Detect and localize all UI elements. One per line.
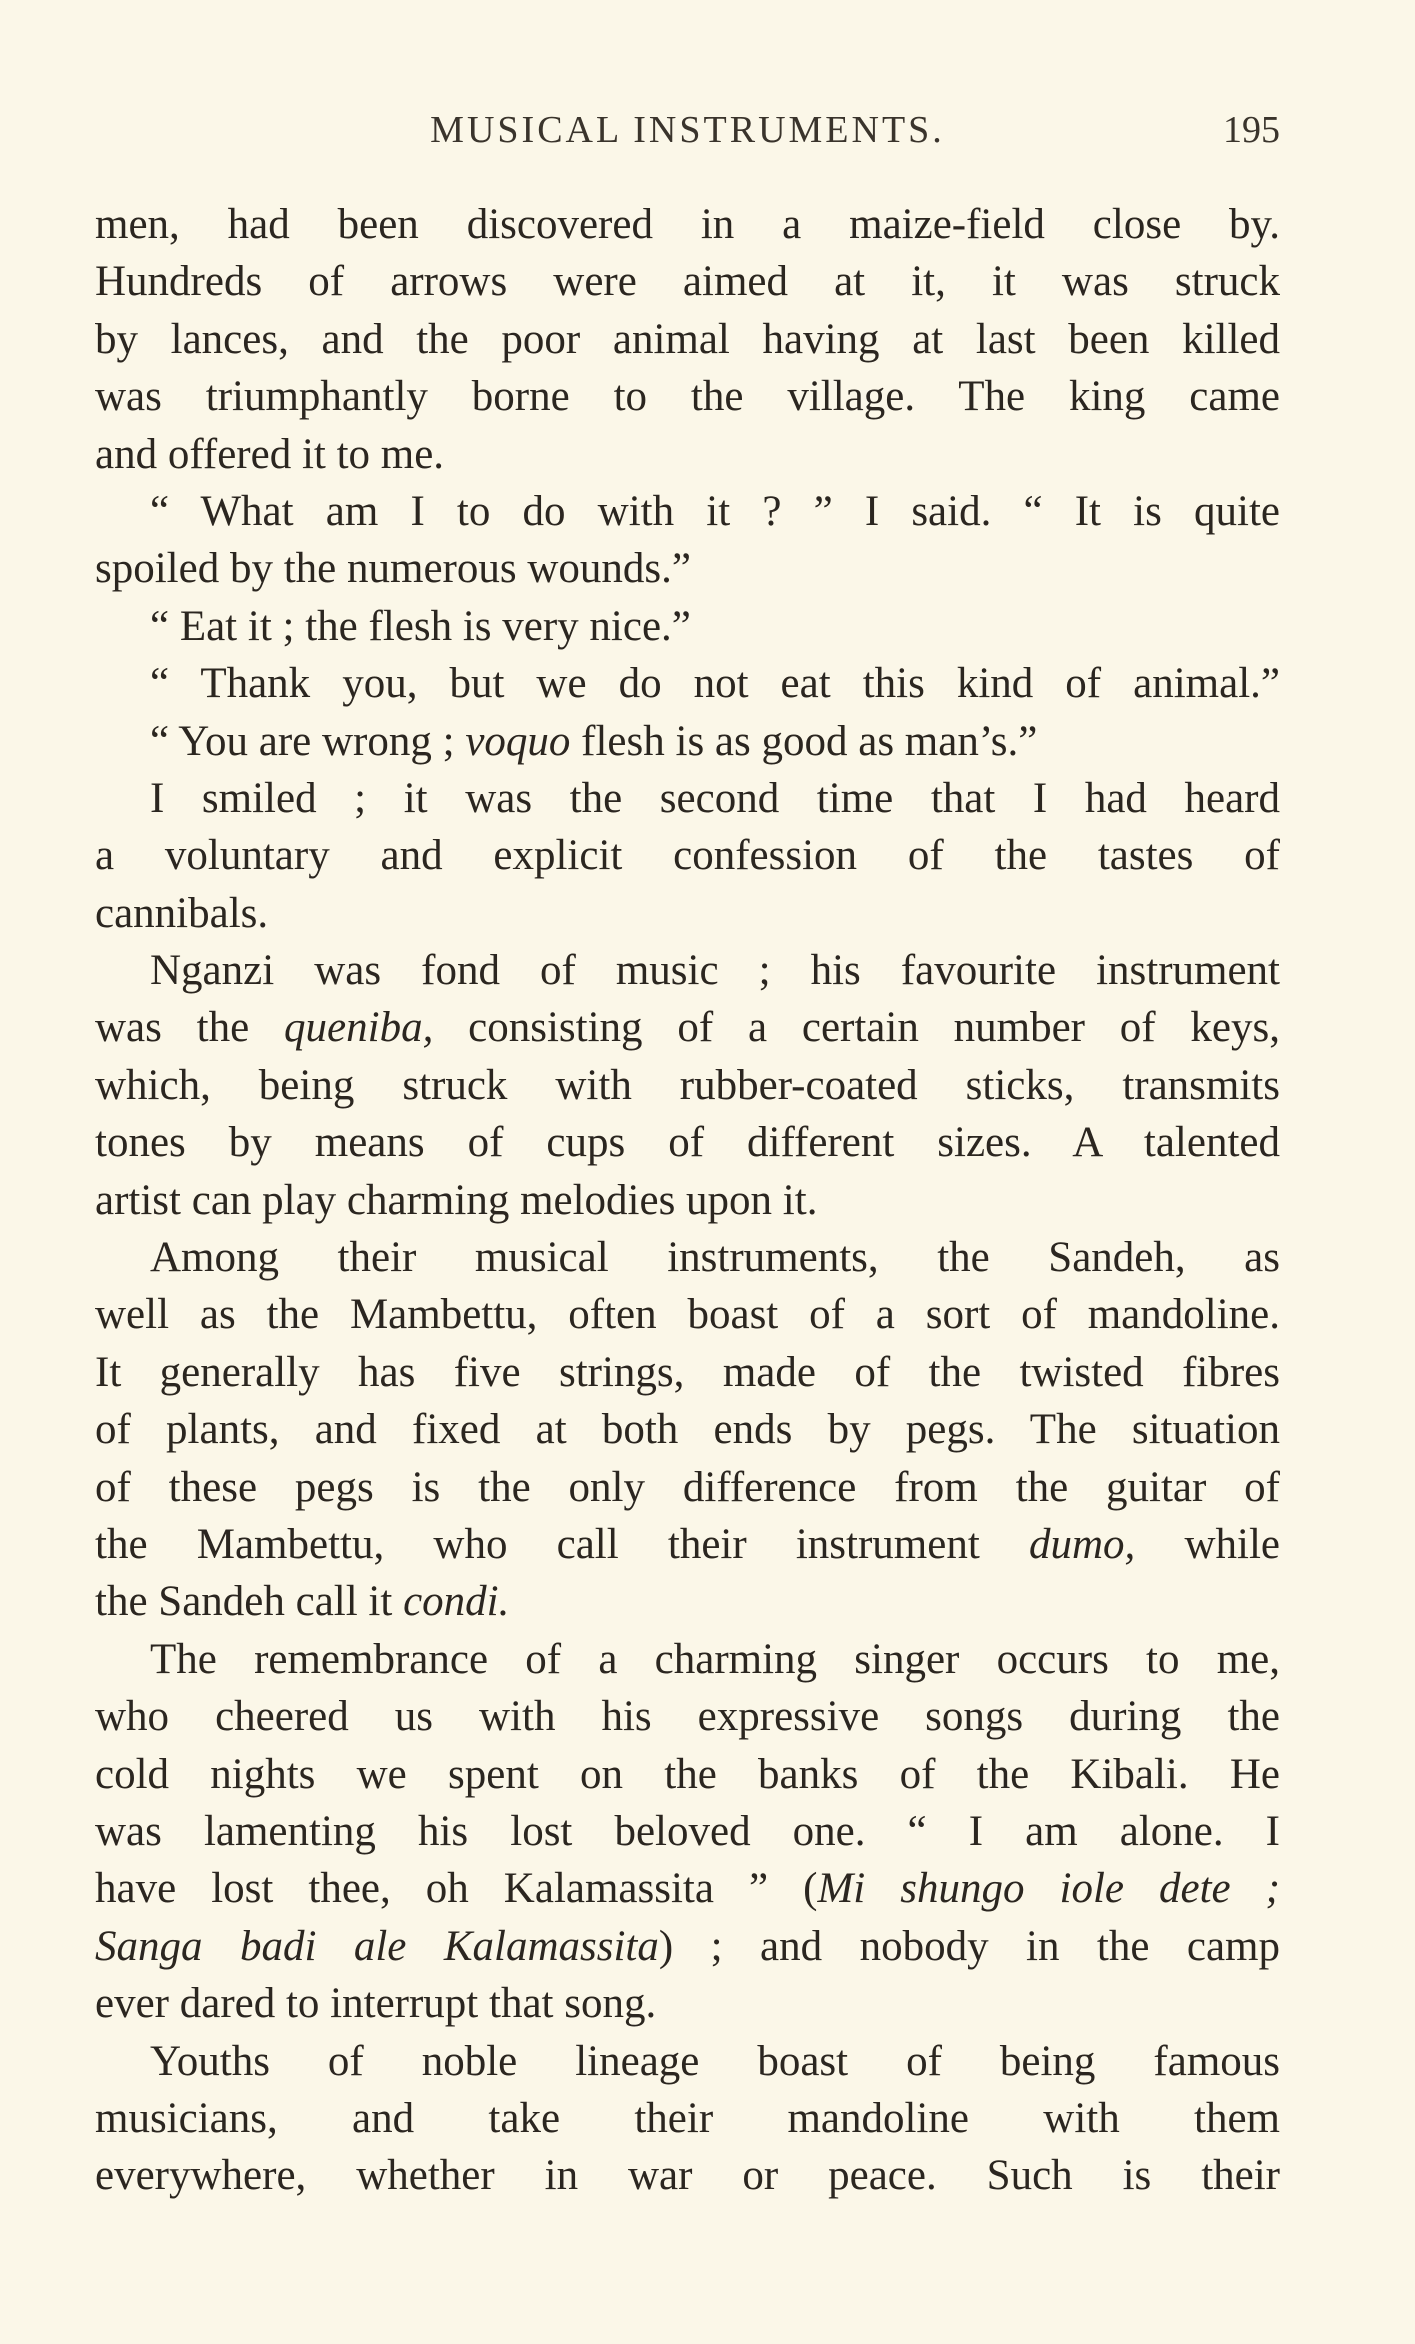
italic-term: dumo,	[1028, 1520, 1136, 1568]
text-segment: consisting of a certain number of keys,	[433, 1004, 1280, 1052]
italic-term: Sanga badi ale Kalamassita	[95, 1922, 659, 1970]
text-segment: while	[1135, 1520, 1280, 1568]
text-line: cannibals.	[95, 889, 269, 937]
text-line	[95, 1516, 1280, 1573]
text-segment: the Sandeh call it	[95, 1578, 404, 1626]
text-line: I smiled ; it was the second time that I had heard	[150, 774, 1280, 822]
text-segment: flesh is as good as man’s.”	[570, 717, 1038, 765]
text-line: Among their musical instruments, the Sandeh, as	[150, 1234, 1280, 1282]
text-line: Youths of noble lineage boast of being famous	[150, 2037, 1280, 2085]
text-line: who cheered us with his expressive songs during the	[95, 1693, 1280, 1741]
text-line: men, had been discovered in a maize-field close by.	[95, 201, 1280, 248]
text-segment: was the	[95, 1004, 285, 1052]
text-line	[95, 1918, 1280, 1975]
text-line: was lamenting his lost beloved one. “ I am alone. I	[95, 1807, 1280, 1855]
text-line: musicians, and take their mandoline with them	[95, 2094, 1280, 2142]
text-line: tones by means of cups of different sizes. A talented	[95, 1119, 1280, 1167]
body-text	[95, 196, 1280, 2205]
text-line: “ What am I to do with it ? ” I said. “ It is quite	[150, 487, 1280, 535]
text-line	[95, 999, 1280, 1056]
text-line: which, being struck with rubber-coated sticks, transmits	[95, 1061, 1280, 1109]
italic-term: voquo	[465, 717, 571, 765]
page-number: 195	[1223, 109, 1280, 151]
text-line: a voluntary and explicit confession of the tastes of	[95, 832, 1280, 880]
text-segment: ) ; and nobody in the camp	[658, 1922, 1281, 1970]
running-title: MUSICAL INSTRUMENTS.	[430, 109, 945, 151]
text-line: “ Eat it ; the flesh is very nice.”	[150, 602, 691, 650]
text-line	[95, 1573, 1280, 1630]
italic-term: Mi shungo iole dete ;	[817, 1865, 1280, 1913]
text-line: by lances, and the poor animal having at last been killed	[95, 315, 1280, 363]
text-line: ever dared to interrupt that song.	[95, 1980, 657, 2028]
italic-term: condi.	[403, 1578, 510, 1626]
text-line: Nganzi was fond of music ; his favourite instrument	[150, 947, 1280, 995]
text-line: It generally has five strings, made of the twisted fibres	[95, 1348, 1280, 1396]
text-line: “ Thank you, but we do not eat this kind of animal.”	[150, 660, 1280, 708]
text-line: of these pegs is the only difference from the guitar of	[95, 1463, 1280, 1511]
text-line	[95, 1860, 1280, 1917]
text-line: everywhere, whether in war or peace. Such is their	[95, 2152, 1280, 2200]
text-line: cold nights we spent on the banks of the Kibali. He	[95, 1750, 1280, 1798]
text-line: The remembrance of a charming singer occurs to me,	[150, 1635, 1280, 1683]
text-segment: “ You are wrong ;	[150, 717, 466, 765]
text-line: and offered it to me.	[95, 430, 445, 478]
italic-term: queniba,	[284, 1004, 434, 1052]
text-line: artist can play charming melodies upon it.	[95, 1176, 818, 1224]
text-line: of plants, and fixed at both ends by pegs. The situation	[95, 1406, 1280, 1454]
text-line: Hundreds of arrows were aimed at it, it was struck	[95, 258, 1280, 306]
text-line: spoiled by the numerous wounds.”	[95, 545, 691, 593]
text-line	[95, 713, 1280, 770]
text-line: well as the Mambettu, often boast of a sort of mandoline.	[95, 1291, 1280, 1339]
text-line: was triumphantly borne to the village. The king came	[95, 373, 1280, 421]
text-segment: have lost thee, oh Kalamassita ” (	[95, 1865, 818, 1913]
page-header	[95, 108, 1280, 158]
text-segment: the Mambettu, who call their instrument	[95, 1520, 1029, 1568]
